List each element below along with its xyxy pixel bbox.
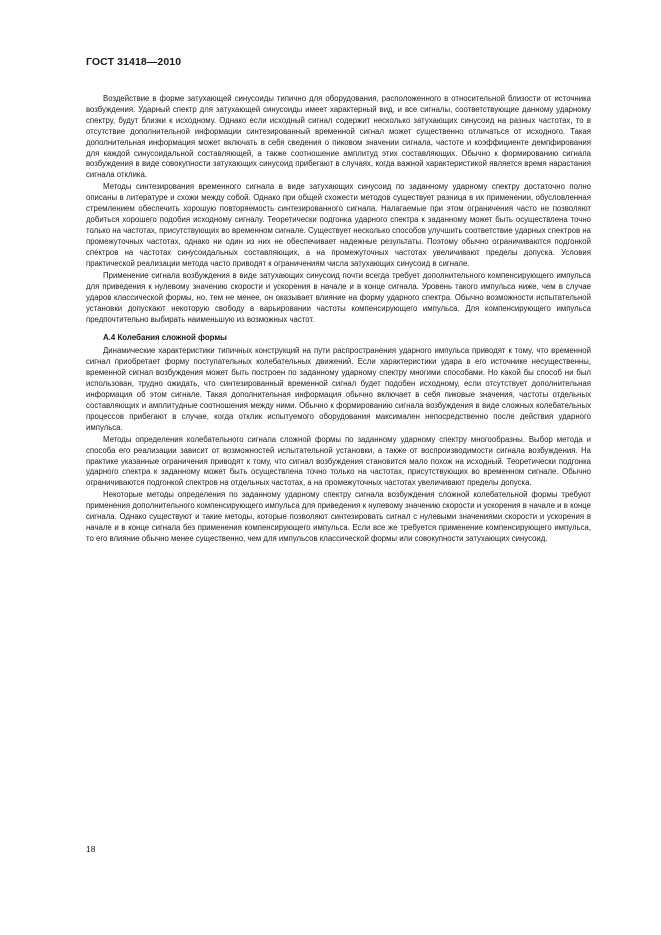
- section-heading: А.4 Колебания сложной формы: [103, 333, 227, 343]
- document-body: [86, 94, 591, 546]
- page-number: 18: [86, 844, 96, 854]
- paragraph: Воздействие в форме затухающей синусоиды типично для оборудования, расположенного в относительной близости от источника возбуждения. Ударный спектр для затухающей синусоиды имеет характерный вид, и все сигналы, соответствующие данному ударному спектру, будут близки к исходному. Однако если исходный сигнал содержит несколько затухающих синусоид на разных частотах, то в отсутствие дополнительной информации синтезированный временной сигнал может существенно отличаться от исходного. Такая дополнительная информация может включать в себя сведения о пиковом значении сигнала, частоте и коэффициенте демпфирования для каждой синусоидальной составляющей, а также соотношение амплитуд этих составляющих. Обычно к формированию сигнала возбуждения в виде совокупности затухающих синусоид прибегают в случаях, когда важной характеристикой является время нарастания сигнала отклика.: [86, 94, 591, 180]
- document-header: ГОСТ 31418—2010: [86, 56, 182, 68]
- paragraph: Методы синтезирования временного сигнала в виде затухающих синусоид по заданному ударному спектру достаточно полно описаны в литературе и схожи между собой. Однако при общей схожести методов существует разница в их применении, обусловленная стремлением обеспечить хорошую повторяемость синтезированного сигнала. Налагаемые при этом ограничения часто не позволяют добиться хорошего подобия исходному сигналу. Теоретически подгонка ударного спектра к заданному может быть осуществлена точно только на частотах, присутствующих во временном сигнале. Существует несколько способов улучшить соответствие ударных спектров на промежуточных частотах, однако ни один из них не обеспечивает надежные результаты. Поэтому обычно ограничиваются подгонкой спектров на частотах синусоидальных составляющих, а на промежуточных частотах увеличивают пределы допуска. Условия практической реализации метода часто приводят к ограничениям числа затухающих синусоид в сигнале.: [86, 182, 591, 268]
- paragraph: Некоторые методы определения по заданному ударному спектру сигнала возбуждения сложной колебательной формы требуют применения дополнительного компенсирующего импульса для приведения к нулевому значению скорости и ускорения в начале и в конце сигнала. Однако существуют и такие методы, которые позволяют синтезировать сигнал с нулевыми значениями скорости и ускорения в начале и в конце сигнала без применения компенсирующего импульса. Если все же требуется применение компенсирующего импульса, то его влияние обычно менее существенно, чем для импульсов классической формы или совокупности затухающих синусоид.: [86, 490, 591, 544]
- paragraph: Применение сигнала возбуждения в виде затухающих синусоид почти всегда требует дополнительного компенсирующего импульса для приведения к нулевому значению скорости и ускорения в начале и в конце сигнала. Уровень такого импульса ниже, чем в случае ударов классической формы, но, тем не менее, он оказывает влияние на форму ударного спектра. Обычно возможности испытательной установки допускают некоторую свободу в варьировании частоты компенсирующего импульса. Для компенсирующего импульса предпочтительно выбирать наименьшую из возможных частот.: [86, 270, 591, 324]
- paragraph: Динамические характеристики типичных конструкций на пути распространения ударного импульса приводят к тому, что временной сигнал приобретает форму поступательных колебательных движений. Если характеристики удара в его источнике несущественны, временной сигнал возбуждения может быть построен по заданному ударному спектру многими способами. Но какой бы способ ни был использован, трудно ожидать, что синтезированный временной сигнал будет подобен исходному, если отсутствует дополнительная информация об этом сигнале. Такая дополнительная информация обычно включает в себя пиковые значения, частоты отдельных составляющих и амплитудные соотношения между ними. Обычно к формированию сигнала возбуждения в виде сложных колебательных процессов прибегают в случае, когда отклик испытуемого оборудования максимален непосредственно после действия ударного импульса.: [86, 346, 591, 432]
- paragraph: Методы определения колебательного сигнала сложной формы по заданному ударному спектру многообразны. Выбор метода и способа его реализации зависит от возможностей испытательной установки, а также от воспроизводимости сигнала возбуждения. На практике указанные ограничения приводят к тому, что сигнал возбуждения становится мало похож на исходный. Теоретически подгонка ударного спектра к заданному может быть осуществлена точно только на частотах, присутствующих во временном сигнале. Обычно ограничиваются подгонкой спектров на отдельных частотах, а на промежуточных частотах увеличивают пределы допуска.: [86, 434, 591, 488]
